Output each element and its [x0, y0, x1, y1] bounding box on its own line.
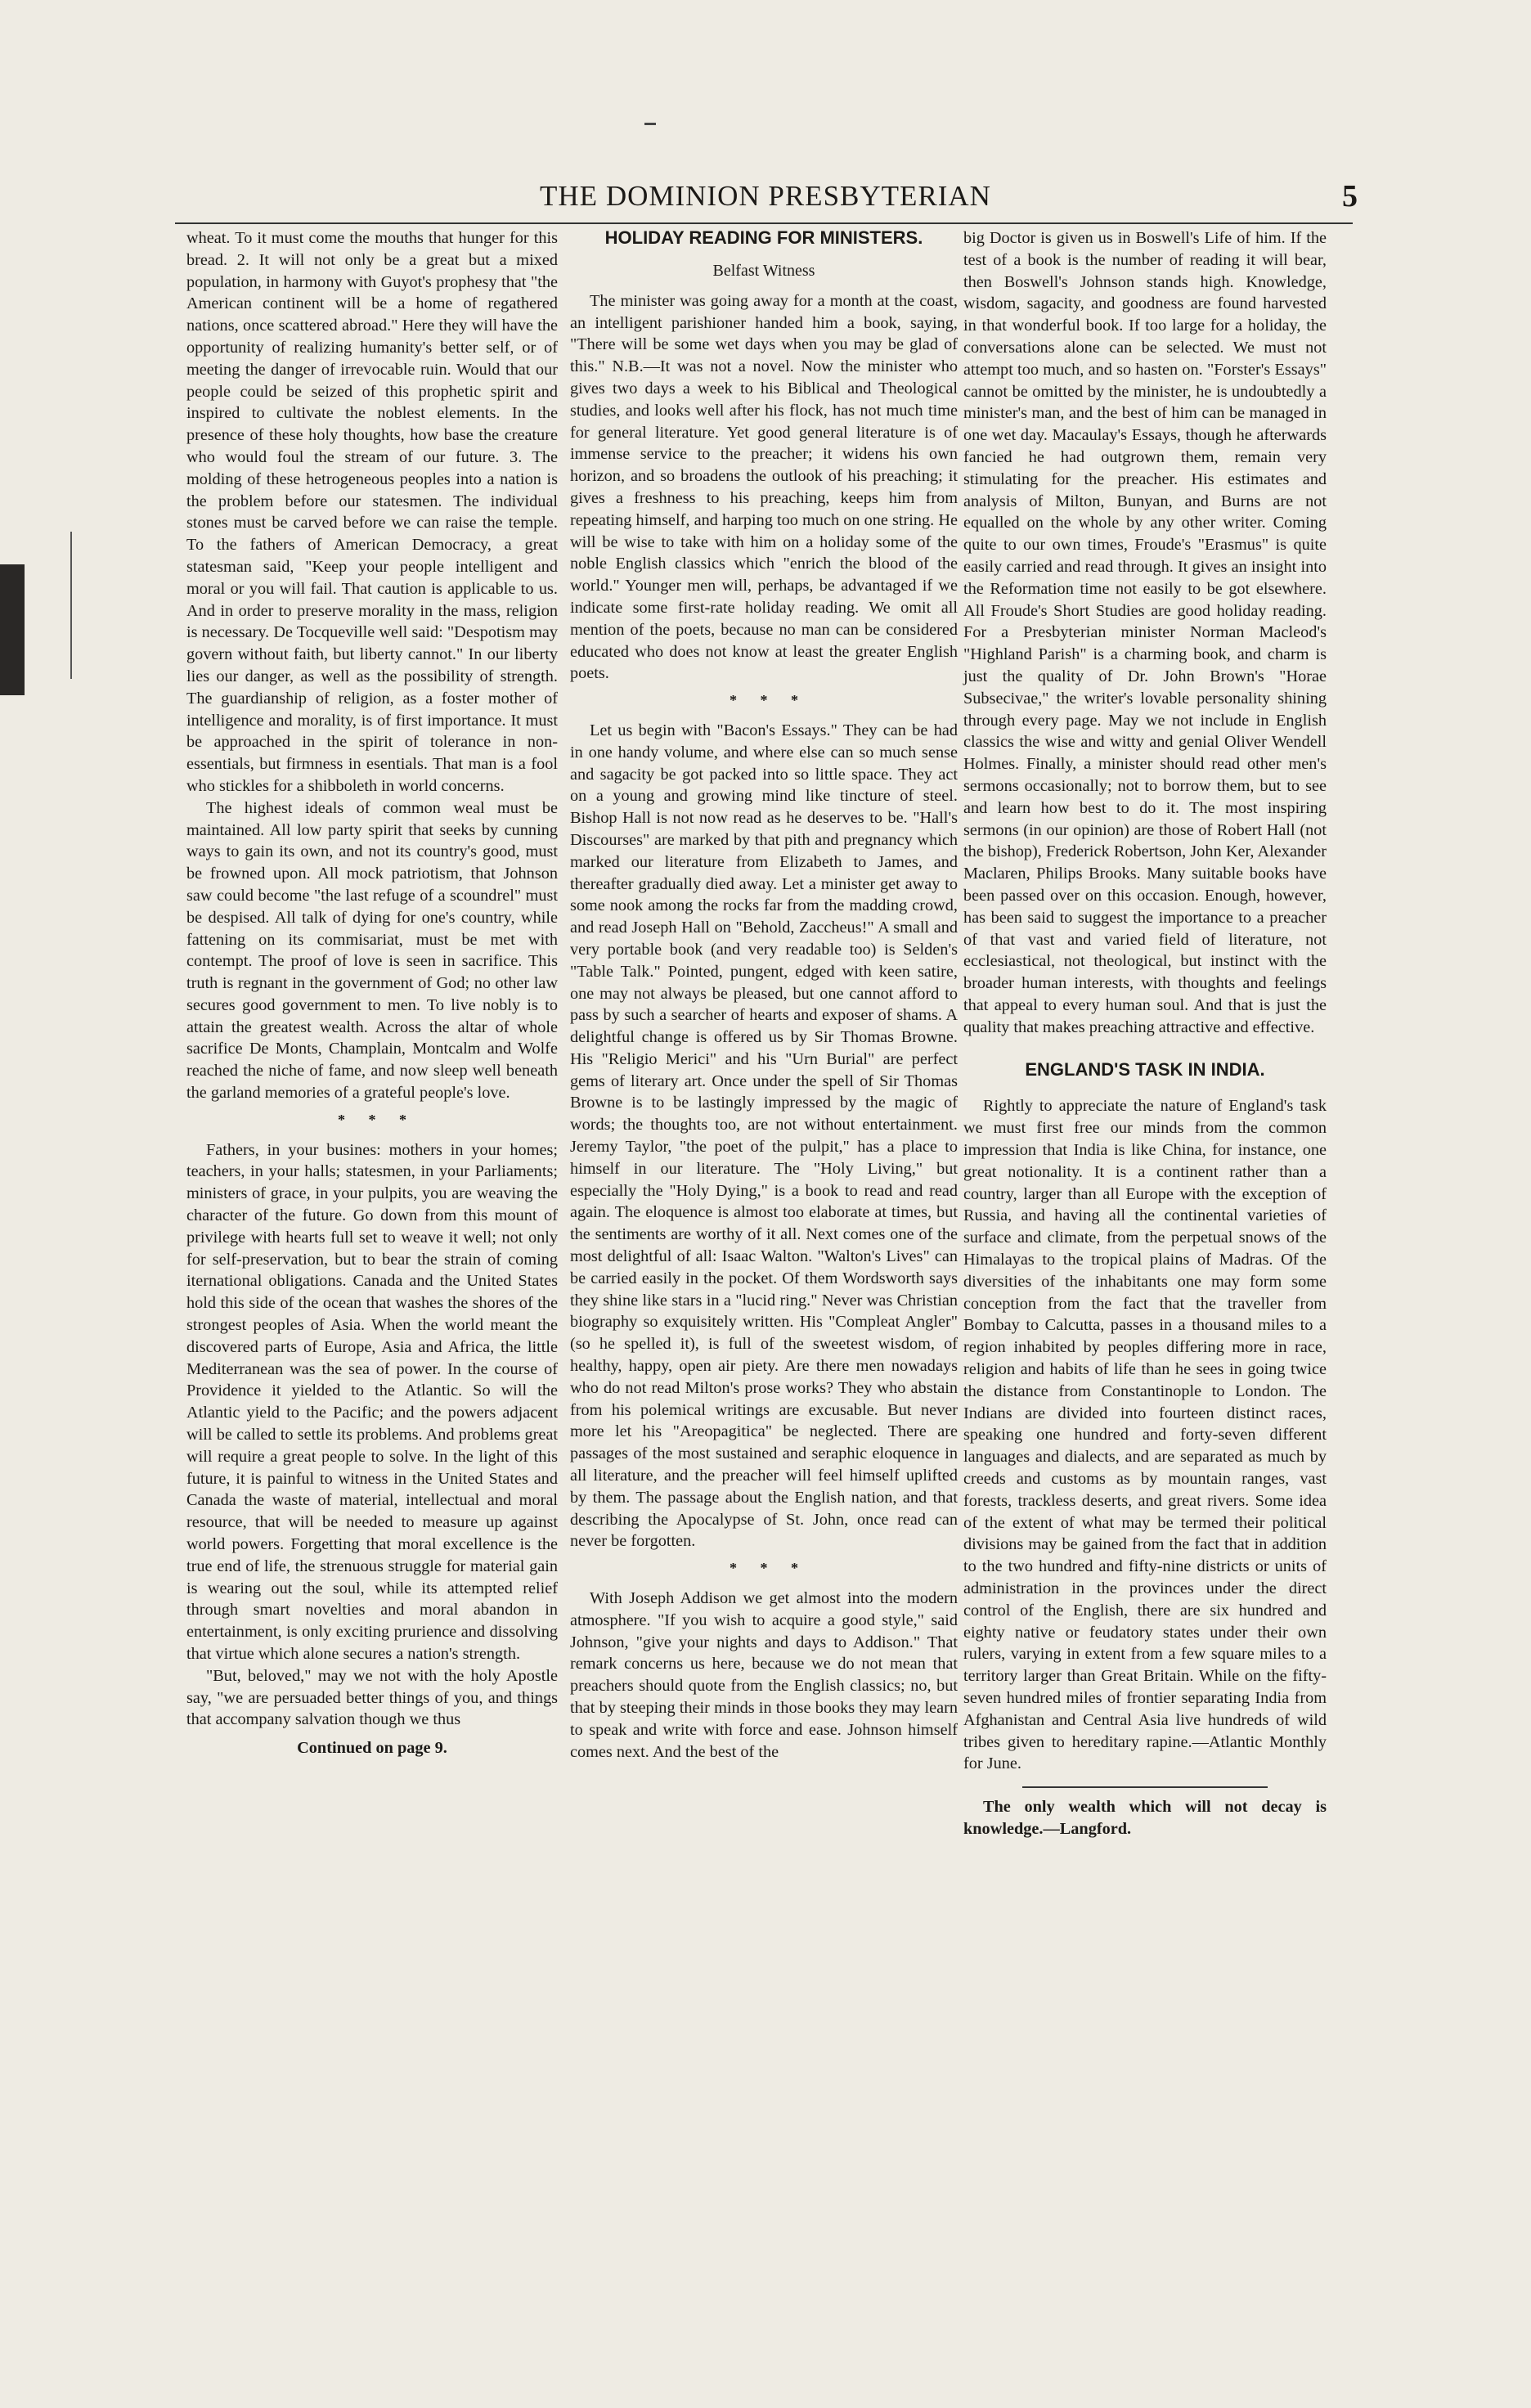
- continued-note: Continued on page 9.: [297, 1739, 447, 1758]
- top-dash: [644, 123, 656, 125]
- article-paragraph: With Joseph Addison we get almost into the modern atmosphere. "If you wish to acquire a good style," said Johnson, "give your nights and days to Addison." That remark concerns us here, because we do not mean that preachers should quote from the English classics; no, but that by steeping their minds in those books they may learn to speak and write with force and ease. Johnson himself comes next. And the best of the: [570, 1589, 958, 1761]
- column-1: [186, 227, 558, 1759]
- article-headline: HOLIDAY READING FOR MINISTERS.: [604, 227, 923, 248]
- article-paragraph: Let us begin with "Bacon's Essays." They can be had in one handy volume, and where else can so much sense and sagacity be got packed into so little space. They act on a young and growing mind like tincture of steel. Bishop Hall is not now read as he deserves to be. "Hall's Discourses" are marked by that pith and pregnancy which marked our literature from Elizabeth to James, and thereafter gradually died away. Let a minister get away to some nook among the rocks far from the madding crowd, and read Joseph Hall on "Behold, Zaccheus!" A small and very portable book (and very readable too) is Selden's "Table Talk." Pointed, pungent, edged with keen satire, one may not always be pleased, but one cannot afford to pass by such a searcher of hearts and exposer of shams. A delightful change is offered us by Sir Thomas Browne. His "Religio Merici" and his "Urn Burial" are perfect gems of literary art. Once under the spell of Sir Thomas Browne is to be lastingly impressed by the magic of words; the thoughts too, are not without entertainment. Jeremy Taylor, "the poet of the pulpit," has a place to himself in our literature. The "Holy Living," but especially the "Holy Dying," is a book to read and read again. The eloquence is almost too elaborate at times, but the sentiments are worthy of it all. Next comes one of the most delightful of all: Isaac Walton. "Walton's Lives" can be carried easily in the pocket. Of them Wordsworth says they shine like stars in a "lucid ring." Never was Christian biography so exquisitely written. His "Compleat Angler" (so he spelled it), is full of the sweetest wisdom, of healthy, happy, open air piety. Are there men nowadays who do not read Milton's prose works? They who abstain from his polemical writings are excusable. But never more let his "Areopagitica" be neglected. There are passages of the most sustained and seraphic eloquence in all literature, and the preacher will feel himself uplifted by them. The passage about the English nation, and that describing the Apocalypse of St. John, once read can never be forgotten.: [570, 721, 958, 1551]
- page-number: 5: [1342, 179, 1358, 213]
- section-rule: [1022, 1786, 1268, 1788]
- article-source: Belfast Witness: [712, 262, 815, 280]
- masthead-title: THE DOMINION PRESBYTERIAN: [540, 180, 991, 212]
- section-separator: * * *: [338, 1111, 416, 1128]
- column-2: [570, 227, 958, 1763]
- article-paragraph: wheat. To it must come the mouths that hunger for this bread. 2. It will not only be a great but a mixed population, in harmony with Guyot's prophesy that "the American continent will be a home of regathered nations, once scattered abroad." Here they will have the opportunity of realizing humanity's better self, or of meeting the danger of irrevocable ruin. Would that our people could be seized of this prophetic spirit and inspired to cultivate the noblest elements. In the presence of these holy thoughts, how base the creature who would foul the stream of our future. 3. The molding of these hetrogeneous peoples into a nation is the problem before our statesmen. The individual stones must be carved before we can raise the temple. To the fathers of American Democracy, a great statesman said, "Keep your people intelligent and moral or you will fail. That caution is applicable to us. And in order to preserve morality in the mass, religion is necessary. De Tocqueville well said: "Despotism may govern without faith, but liberty cannot." In our liberty lies our danger, as well as the possibility of strength. The guardianship of religion, as a foster mother of intelligence and morality, is of first importance. It must be approached in the spirit of tolerance in non-essentials, but firmness in esentials. That man is a fool who stickles for a shibboleth in world concerns.: [186, 229, 558, 795]
- article-paragraph: "But, beloved," may we not with the holy Apostle say, "we are persuaded better things of you, and things that accompany salvation though we thus: [186, 1666, 558, 1729]
- article-headline: ENGLAND'S TASK IN INDIA.: [1025, 1059, 1265, 1080]
- article-paragraph: The highest ideals of common weal must be maintained. All low party spirit that seeks by cunning ways to gain its own, and not its country's good, must be frowned upon. All mock patriotism, that Johnson saw could become "the last refuge of a scoundrel" must be despised. All talk of dying for one's country, while fattening on its commisariat, must be met with contempt. The proof of love is seen in sacrifice. This truth is regnant in the government of God; no other law secures good government to men. To live nobly is to attain the greatest wealth. Across the altar of whole sacrifice De Monts, Champlain, Montcalm and Wolfe reached the niche of fame, and now sleep well beneath the garland memories of a grateful people's love.: [186, 798, 558, 1103]
- article-paragraph: big Doctor is given us in Boswell's Life of him. If the test of a book is the number of reading it will bear, then Boswell's Johnson stands high. Knowledge, wisdom, sagacity, and goodness are found harvested in that wonderful book. If too large for a holiday, the conversations alone can be selected. We must not attempt too much, and so hasten on. "Forster's Essays" cannot be omitted by the minister, he is undoubtedly a minister's man, and the best of him can be managed in one wet day. Macaulay's Essays, though he afterwards fancied he had outgrown them, remain very stimulating for the preacher. His estimates and analysis of Milton, Bunyan, and Burns are not equalled on the whole by any other writer. Coming quite to our own times, Froude's "Erasmus" is quite easily carried and read through. It gives an insight into the Reformation time not easily to be got elsewhere. All Froude's Short Studies are good holiday reading. For a Presbyterian minister Norman Macleod's "Highland Parish" is a charming book, and charm is just the quality of Dr. John Brown's "Horae Subsecivae," the writer's lovable personality shining through every page. May we not include in English classics the wise and witty and genial Oliver Wendell Holmes. Finally, a minister should read other men's sermons occasionally; not to borrow them, but to see and learn how best to do it. The most inspiring sermons (in our opinion) are those of Robert Hall (not the bishop), Frederick Robertson, John Ker, Alexander Maclaren, Philips Brooks. Many suitable books have been passed over on this occasion. Enough, however, has been said to suggest the importance to a preacher of that vast and varied field of literature, not ecclesiastical, not theological, but instinct with the broader human interests, with thoughts and feelings that appeal to every human soul. And that is just the quality that makes preaching attractive and effective.: [963, 229, 1327, 1036]
- section-separator: * * *: [730, 1560, 808, 1577]
- header-rule: [175, 222, 1353, 224]
- scan-edge-mark: [0, 564, 25, 695]
- scan-edge-line: [70, 532, 72, 679]
- section-separator: * * *: [730, 692, 808, 709]
- article-paragraph: The minister was going away for a month at the coast, an intelligent parishioner handed him a book, saying, "There will be some wet days when you may be glad of this." N.B.—It was not a novel. Now the minister who gives two days a week to his Biblical and Theological studies, and looks well after his flock, has not much time for general literature. Yet good general literature is of immense service to the preacher; it widens his own horizon, and so broadens the outlook of his preaching; it gives a freshness to his preaching, keeps him from repeating himself, and harping too much on one string. He will be wise to take with him on a holiday some of the noble English classics which "enrich the blood of the world." Younger men will, perhaps, be advantaged if we indicate some first-rate holiday reading. We omit all mention of the poets, because no man can be considered educated who does not know at least the greater English poets.: [570, 291, 958, 683]
- quote-paragraph: The only wealth which will not decay is knowledge.—Langford.: [963, 1798, 1327, 1838]
- article-paragraph: Fathers, in your busines: mothers in your homes; teachers, in your halls; statesmen, in your Parliaments; ministers of grace, in your pulpits, you are weaving the character of the future. Go down from this mount of privilege with hearts full set to weave it well; not only for self-preservation, but to bear the strain of coming iternational obligations. Canada and the United States hold this side of the ocean that washes the shores of the strongest peoples of Asia. When the world meant the discovered parts of Europe, Asia and Africa, the little Mediterranean was the sea of power. In the course of Providence it yielded to the Atlantic. So will the Atlantic yield to the Pacific; and the powers adjacent will be called to settle its problems. And problems great will require a great people to solve. In the light of this future, it is painful to witness in the United States and Canada the waste of material, intellectual and moral resource, that will be needed to measure up against world powers. Forgetting that moral excellence is the true end of life, the strenuous struggle for material gain is wearing out the soul, while its attempted relief through smart novelties and moral abandon in entertainment, is only exciting prurience and dissolving that virtue which alone secures a nation's strength.: [186, 1140, 558, 1663]
- column-3: [963, 227, 1327, 1840]
- article-paragraph: Rightly to appreciate the nature of England's task we must first free our minds from the common impression that India is like China, for instance, one great notionality. It is a continent rather than a country, larger than all Europe with the exception of Russia, and having all the continental varieties of surface and climate, from the perpetual snows of the Himalayas to the tropical plains of Madras. Of the diversities of the inhabitants one may form some conception from the fact that the traveller from Bombay to Calcutta, passes in a thousand miles to a region inhabited by peoples differing more in race, religion and habits of life than he sees in going twice the distance from Constantinople to London. The Indians are divided into fourteen distinct races, speaking one hundred and forty-seven different languages and dialects, and are separated as much by creeds and customs as by mountain ranges, vast forests, trackless deserts, and great rivers. Some idea of the extent of what may be termed their political divisions may be gained from the fact that in addition to the two hundred and fifty-nine districts or units of administration in the provinces under the direct control of the English, there are six hundred and eighty native or feudatory states under their own rulers, varying in extent from a few square miles to a territory larger than Great Britain. While on the fifty-seven hundred miles of frontier separating India from Afghanistan and Central Asia live hundreds of wild tribes given to hereditary rapine.—Atlantic Monthly for June.: [963, 1097, 1327, 1773]
